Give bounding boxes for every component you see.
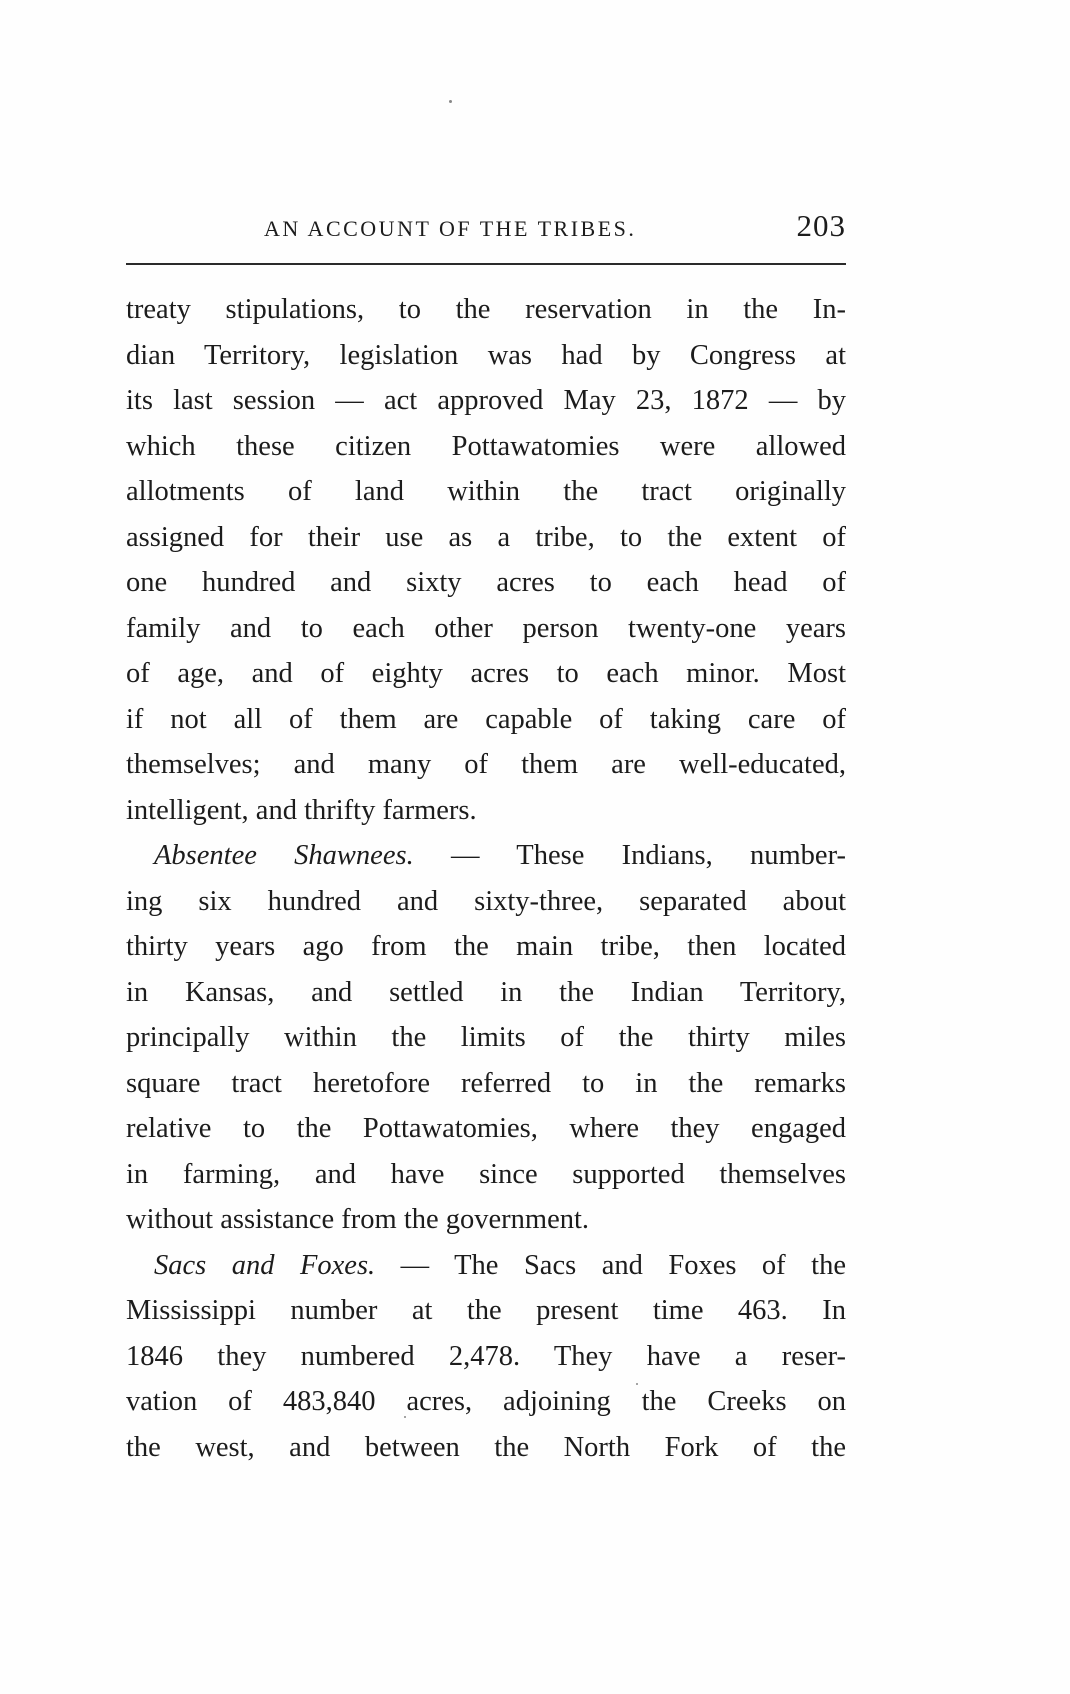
header-rule	[126, 263, 846, 265]
paper-speck	[449, 100, 452, 103]
text-line: its last session — act approved May 23, 1872 — by	[126, 385, 846, 416]
text-line: relative to the Pottawatomies, where they engaged	[126, 1113, 846, 1144]
text-line: thirty years ago from the main tribe, then located	[126, 931, 846, 962]
text-line: one hundred and sixty acres to each head of	[126, 567, 846, 598]
text-line: which these citizen Pottawatomies were allowed	[126, 430, 846, 462]
text-line: vation of 483,840 acres, adjoining the Creeks on	[126, 1386, 846, 1417]
text-line: intelligent, and thrifty farmers.	[126, 794, 477, 826]
text-line: allotments of land within the tract originally	[126, 476, 846, 507]
text-line: themselves; and many of them are well-educated,	[126, 749, 846, 780]
text-line: of age, and of eighty acres to each minor. Most	[126, 658, 846, 689]
text-line: family and to each other person twenty-one years	[126, 612, 846, 644]
text-line: square tract heretofore referred to in the remarks	[126, 1067, 846, 1099]
running-title: AN ACCOUNT OF THE TRIBES.	[264, 216, 637, 241]
text-run: — These Indians, number-	[413, 840, 846, 871]
page-number: 203	[796, 208, 846, 243]
text-run: — The Sacs and Foxes of the	[375, 1249, 846, 1281]
text-line: assigned for their use as a tribe, to the extent of	[126, 521, 846, 553]
text-line: treaty stipulations, to the reservation in the In-	[126, 294, 846, 325]
text-line: principally within the limits of the thirty miles	[126, 1022, 846, 1053]
text-line: dian Territory, legislation was had by Congress at	[126, 339, 846, 371]
text-line: ing six hundred and sixty-three, separated about	[126, 885, 846, 917]
running-head	[126, 208, 846, 248]
text-line: Mississippi number at the present time 463. In	[126, 1295, 846, 1326]
text-line: 1846 they numbered 2,478. They have a reser-	[126, 1340, 846, 1372]
body-text	[126, 287, 846, 1470]
section-heading-absentee-shawnees: Absentee Shawnees.	[154, 840, 414, 871]
text-line	[126, 1243, 846, 1289]
section-heading-sacs-and-foxes: Sacs and Foxes.	[154, 1249, 376, 1281]
text-line: in Kansas, and settled in the Indian Territory,	[126, 976, 846, 1008]
text-line: the west, and between the North Fork of the	[126, 1431, 846, 1463]
text-line	[126, 833, 846, 879]
text-line: in farming, and have since supported themselves	[126, 1158, 846, 1190]
text-line: if not all of them are capable of taking care of	[126, 703, 846, 735]
text-line: without assistance from the government.	[126, 1204, 590, 1235]
